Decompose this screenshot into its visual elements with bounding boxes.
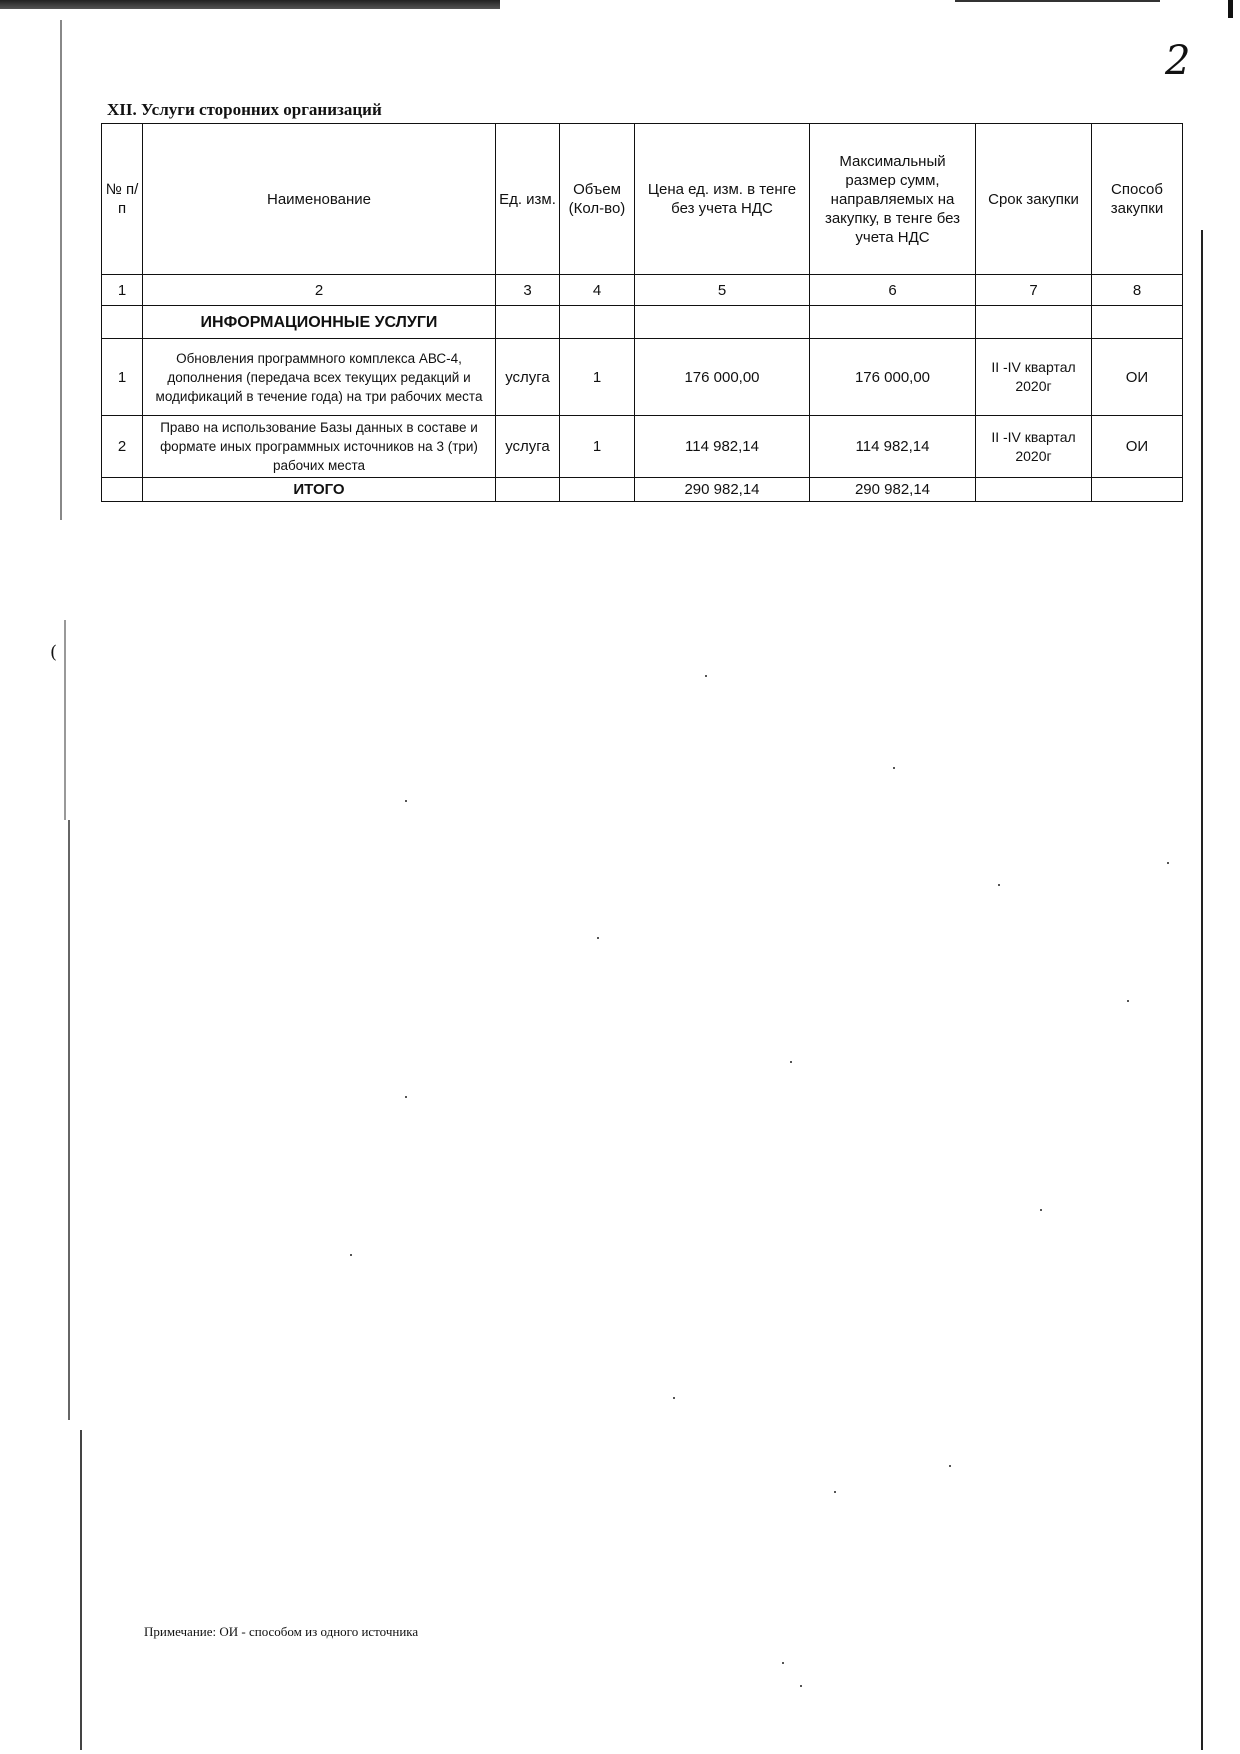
scan-artifact-top [0, 0, 500, 9]
scan-speck [405, 800, 407, 802]
table-row [102, 416, 1183, 478]
scan-speck [673, 1397, 675, 1399]
row-qty: 1 [560, 416, 635, 478]
header-row [102, 124, 1183, 275]
row-name: Право на использование Базы данных в составе и формате иных программных источников на 3 (три) рабочих места [143, 416, 496, 478]
scan-speck [597, 937, 599, 939]
table-row [102, 339, 1183, 416]
scan-speck [350, 1254, 352, 1256]
section-row [102, 306, 1183, 339]
scan-speck [782, 1662, 784, 1664]
header-no: № п/п [102, 124, 143, 275]
scan-glyph-artifact: ( [50, 642, 58, 663]
header-name: Наименование [143, 124, 496, 275]
totals-label: ИТОГО [143, 478, 496, 502]
header-method: Способ закупки [1092, 124, 1183, 275]
empty-cell [635, 306, 810, 339]
empty-cell [102, 306, 143, 339]
page-number: 2 [1165, 38, 1191, 84]
row-no: 2 [102, 416, 143, 478]
section-title: ИНФОРМАЦИОННЫЕ УСЛУГИ [143, 306, 496, 339]
column-number: 4 [560, 275, 635, 306]
empty-cell [976, 478, 1092, 502]
header-total: Максимальный размер сумм, направляемых на закупку, в тенге без учета НДС [810, 124, 976, 275]
header-price: Цена ед. изм. в тенге без учета НДС [635, 124, 810, 275]
footnote: Примечание: ОИ - способом из одного источника [144, 1624, 419, 1639]
row-no: 1 [102, 339, 143, 416]
totals-row [102, 478, 1183, 502]
row-method: ОИ [1092, 339, 1183, 416]
row-unit: услуга [496, 339, 560, 416]
row-unit: услуга [496, 416, 560, 478]
column-number: 5 [635, 275, 810, 306]
column-number: 2 [143, 275, 496, 306]
empty-cell [102, 478, 143, 502]
row-term: II -IV квартал 2020г [976, 339, 1092, 416]
empty-cell [1092, 478, 1183, 502]
scan-speck [834, 1491, 836, 1493]
scan-edge-mark [68, 820, 70, 1420]
scan-speck [800, 1685, 802, 1687]
row-price: 114 982,14 [635, 416, 810, 478]
empty-cell [560, 306, 635, 339]
scan-speck [790, 1061, 792, 1063]
header-qty: Объем (Кол-во) [560, 124, 635, 275]
scan-speck [1167, 862, 1169, 864]
column-number: 8 [1092, 275, 1183, 306]
scan-edge-mark [60, 20, 62, 520]
scan-speck [1127, 1000, 1129, 1002]
column-number: 7 [976, 275, 1092, 306]
totals-total: 290 982,14 [810, 478, 976, 502]
empty-cell [496, 306, 560, 339]
totals-price: 290 982,14 [635, 478, 810, 502]
scan-speck [1040, 1209, 1042, 1211]
header-unit: Ед. изм. [496, 124, 560, 275]
scan-edge-mark [80, 1430, 82, 1750]
column-number: 3 [496, 275, 560, 306]
column-number-row [102, 275, 1183, 306]
row-total: 176 000,00 [810, 339, 976, 416]
scan-speck [705, 675, 707, 677]
scan-speck [949, 1465, 951, 1467]
column-number: 1 [102, 275, 143, 306]
empty-cell [496, 478, 560, 502]
empty-cell [1092, 306, 1183, 339]
services-table [101, 123, 1183, 502]
section-heading: XII. Услуги сторонних организаций [107, 100, 382, 119]
empty-cell [810, 306, 976, 339]
header-term: Срок закупки [976, 124, 1092, 275]
scan-speck [405, 1096, 407, 1098]
row-total: 114 982,14 [810, 416, 976, 478]
scan-speck [998, 884, 1000, 886]
column-number: 6 [810, 275, 976, 306]
scan-edge-mark [64, 620, 66, 820]
row-method: ОИ [1092, 416, 1183, 478]
scan-speck [893, 767, 895, 769]
row-price: 176 000,00 [635, 339, 810, 416]
row-term: II -IV квартал 2020г [976, 416, 1092, 478]
scan-artifact-top-right [955, 0, 1160, 2]
scan-edge-mark [1201, 230, 1203, 1750]
row-qty: 1 [560, 339, 635, 416]
empty-cell [976, 306, 1092, 339]
scan-artifact-corner [1228, 0, 1233, 18]
empty-cell [560, 478, 635, 502]
row-name: Обновления программного комплекса АВС-4, дополнения (передача всех текущих редакций и модификаций в течение года) на три рабочих места [143, 339, 496, 416]
